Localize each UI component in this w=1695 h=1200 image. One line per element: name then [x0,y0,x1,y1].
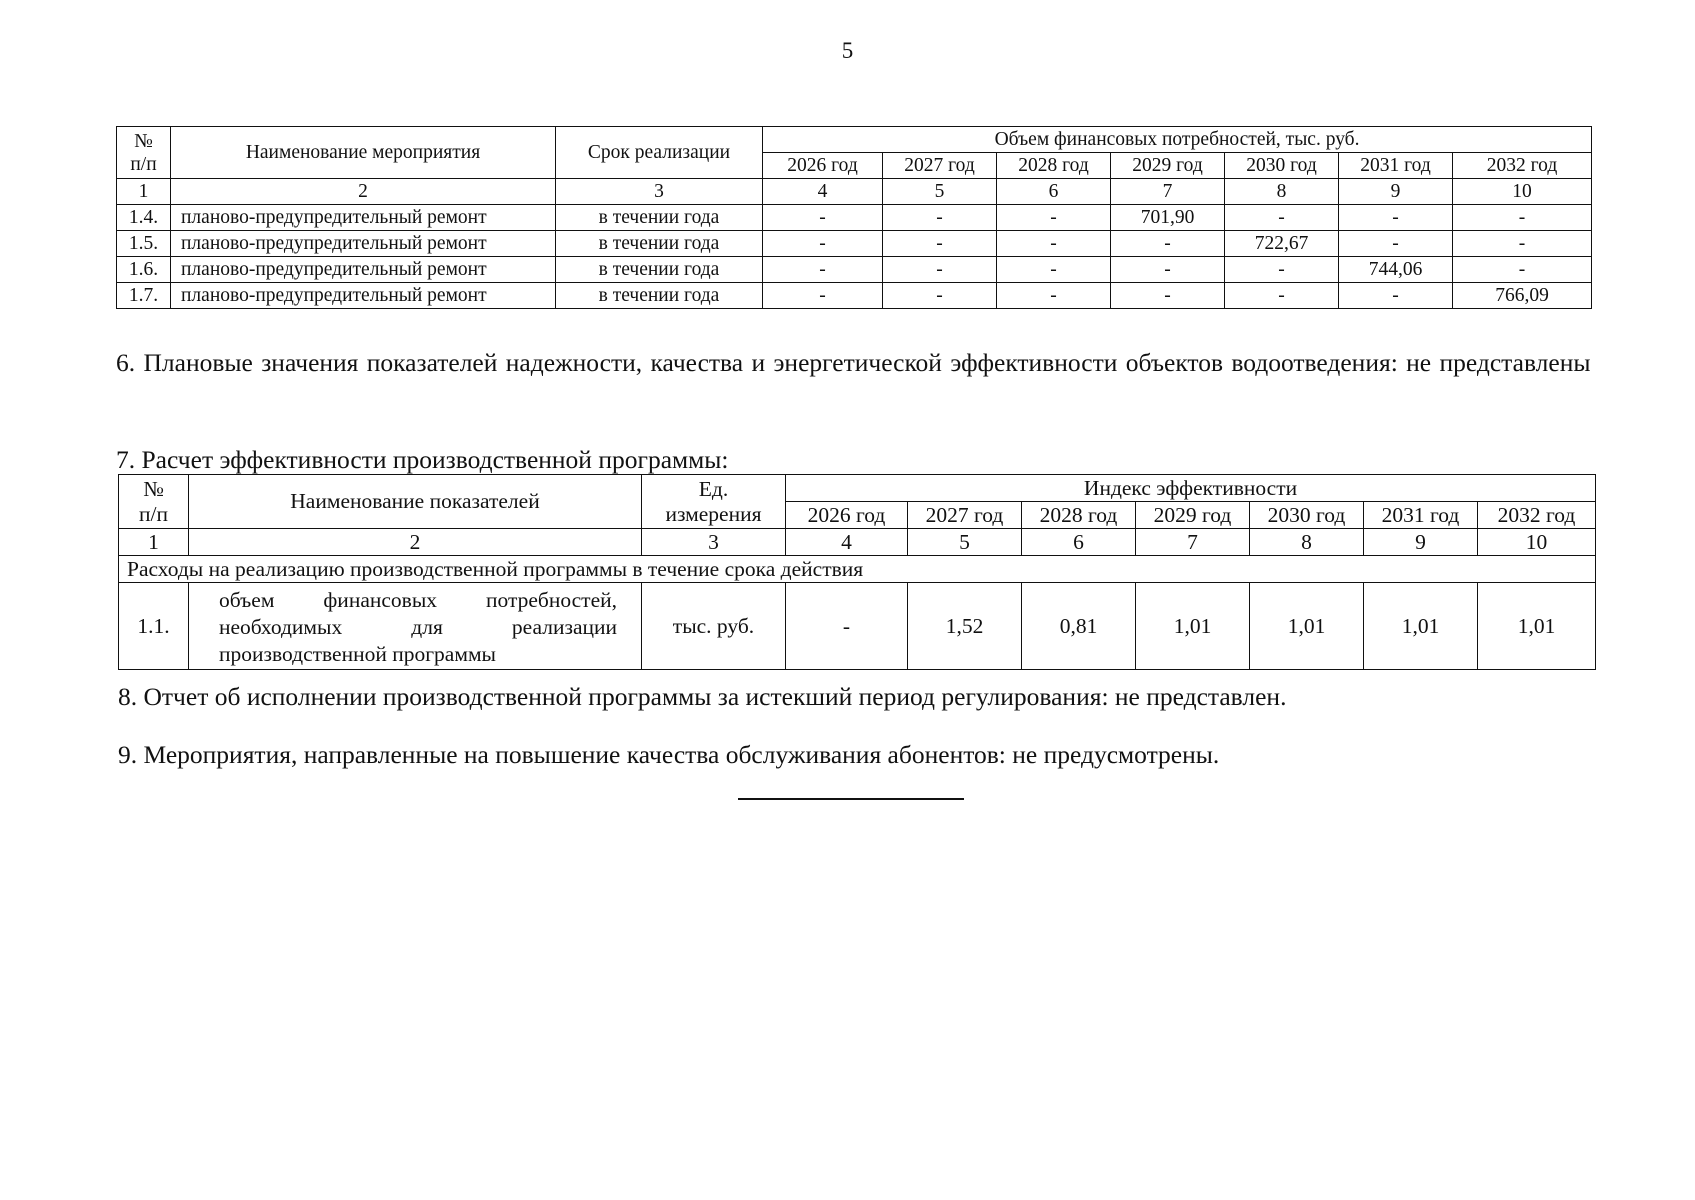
index-cell: 7 [1111,179,1225,205]
row-num: 1.1. [119,583,189,670]
header-group: Индекс эффективности [786,475,1596,502]
index-cell: 3 [556,179,763,205]
row-value: - [1339,205,1453,231]
row-value: 0,81 [1022,583,1136,670]
row-name-line1: объем финансовых потребностей, [219,587,617,612]
index-cell: 2 [171,179,556,205]
row-num: 1.6. [117,257,171,283]
index-cell: 1 [117,179,171,205]
row-value: - [1111,257,1225,283]
index-cell: 5 [883,179,997,205]
header-unit-line2: измерения [665,501,762,526]
row-value: - [1339,231,1453,257]
row-name: планово-предупредительный ремонт [171,205,556,231]
table-row [117,283,1592,309]
index-cell: 6 [997,179,1111,205]
row-value: 766,09 [1453,283,1592,309]
span-row-text: Расходы на реализацию производственной программы в течение срока действия [119,556,1596,583]
header-group: Объем финансовых потребностей, тыс. руб. [763,127,1592,153]
row-value: - [997,257,1111,283]
header-year: 2032 год [1453,153,1592,179]
section-7-heading: 7. Расчет эффективности производственной программы: [116,445,729,474]
header-year: 2028 год [1022,502,1136,529]
column-index-row [119,529,1596,556]
row-value: - [1225,205,1339,231]
header-year: 2027 год [908,502,1022,529]
index-cell: 4 [763,179,883,205]
section-span-row [119,556,1596,583]
row-unit: тыс. руб. [642,583,786,670]
index-cell: 9 [1364,529,1478,556]
section-8-text: 8. Отчет об исполнении производственной программы за истекший период регулирования: не представлен. [118,682,1287,711]
row-value: - [883,205,997,231]
efficiency-table [118,474,1596,670]
row-value: 744,06 [1339,257,1453,283]
index-cell: 10 [1478,529,1596,556]
section-9-text: 9. Мероприятия, направленные на повышение качества обслуживания абонентов: не предусмотрены. [118,740,1220,769]
section-6-text: 6. Плановые значения показателей надежности, качества и энергетической эффективности объектов водоотведения: не представлены [116,348,1591,377]
index-cell: 8 [1250,529,1364,556]
row-value: - [1339,283,1453,309]
header-year: 2029 год [1111,153,1225,179]
row-value: - [1225,257,1339,283]
row-value: 1,52 [908,583,1022,670]
header-year: 2032 год [1478,502,1596,529]
column-index-row [117,179,1592,205]
end-divider [738,798,964,800]
row-value: - [1111,231,1225,257]
index-cell: 10 [1453,179,1592,205]
financial-needs-table [116,126,1592,309]
header-num [117,127,171,179]
header-year: 2027 год [883,153,997,179]
row-value: - [1453,257,1592,283]
index-cell: 5 [908,529,1022,556]
row-value: - [763,205,883,231]
row-value: - [763,231,883,257]
row-period: в течении года [556,257,763,283]
row-name: планово-предупредительный ремонт [171,257,556,283]
header-num-line2: п/п [130,153,157,175]
header-num [119,475,189,529]
table-row [119,583,1596,670]
row-value: - [763,257,883,283]
header-num-line1: № [134,130,153,152]
row-name [189,583,642,670]
row-period: в течении года [556,231,763,257]
row-name-line3: производственной программы [219,641,497,666]
index-cell: 4 [786,529,908,556]
header-name: Наименование мероприятия [171,127,556,179]
row-value: - [1225,283,1339,309]
header-name: Наименование показателей [189,475,642,529]
row-value: - [997,283,1111,309]
header-year: 2029 год [1136,502,1250,529]
header-unit [642,475,786,529]
row-value: 1,01 [1478,583,1596,670]
row-value: 1,01 [1136,583,1250,670]
row-name: планово-предупредительный ремонт [171,283,556,309]
index-cell: 2 [189,529,642,556]
row-value: - [883,257,997,283]
header-year: 2026 год [763,153,883,179]
index-cell: 8 [1225,179,1339,205]
page-number: 5 [841,38,854,63]
row-name-line2: необходимых для реализации [219,614,617,639]
row-num: 1.7. [117,283,171,309]
row-value: - [1453,231,1592,257]
row-value: 1,01 [1250,583,1364,670]
header-year: 2030 год [1250,502,1364,529]
header-year: 2031 год [1364,502,1478,529]
row-num: 1.4. [117,205,171,231]
row-value: - [786,583,908,670]
row-num: 1.5. [117,231,171,257]
row-value: 701,90 [1111,205,1225,231]
index-cell: 6 [1022,529,1136,556]
header-num-line1: № [143,476,164,501]
index-cell: 7 [1136,529,1250,556]
row-value: - [997,205,1111,231]
header-period: Срок реализации [556,127,763,179]
row-value: - [883,283,997,309]
header-year: 2026 год [786,502,908,529]
row-value: - [763,283,883,309]
row-value: 722,67 [1225,231,1339,257]
row-value: - [883,231,997,257]
row-value: - [1111,283,1225,309]
header-num-line2: п/п [139,501,168,526]
table-row [117,231,1592,257]
index-cell: 3 [642,529,786,556]
header-year: 2028 год [997,153,1111,179]
header-year: 2030 год [1225,153,1339,179]
row-name: планово-предупредительный ремонт [171,231,556,257]
index-cell: 9 [1339,179,1453,205]
row-value: 1,01 [1364,583,1478,670]
table-row [117,257,1592,283]
table-row [117,205,1592,231]
row-value: - [997,231,1111,257]
index-cell: 1 [119,529,189,556]
header-year: 2031 год [1339,153,1453,179]
row-value: - [1453,205,1592,231]
row-period: в течении года [556,205,763,231]
row-period: в течении года [556,283,763,309]
header-unit-line1: Ед. [698,476,729,501]
